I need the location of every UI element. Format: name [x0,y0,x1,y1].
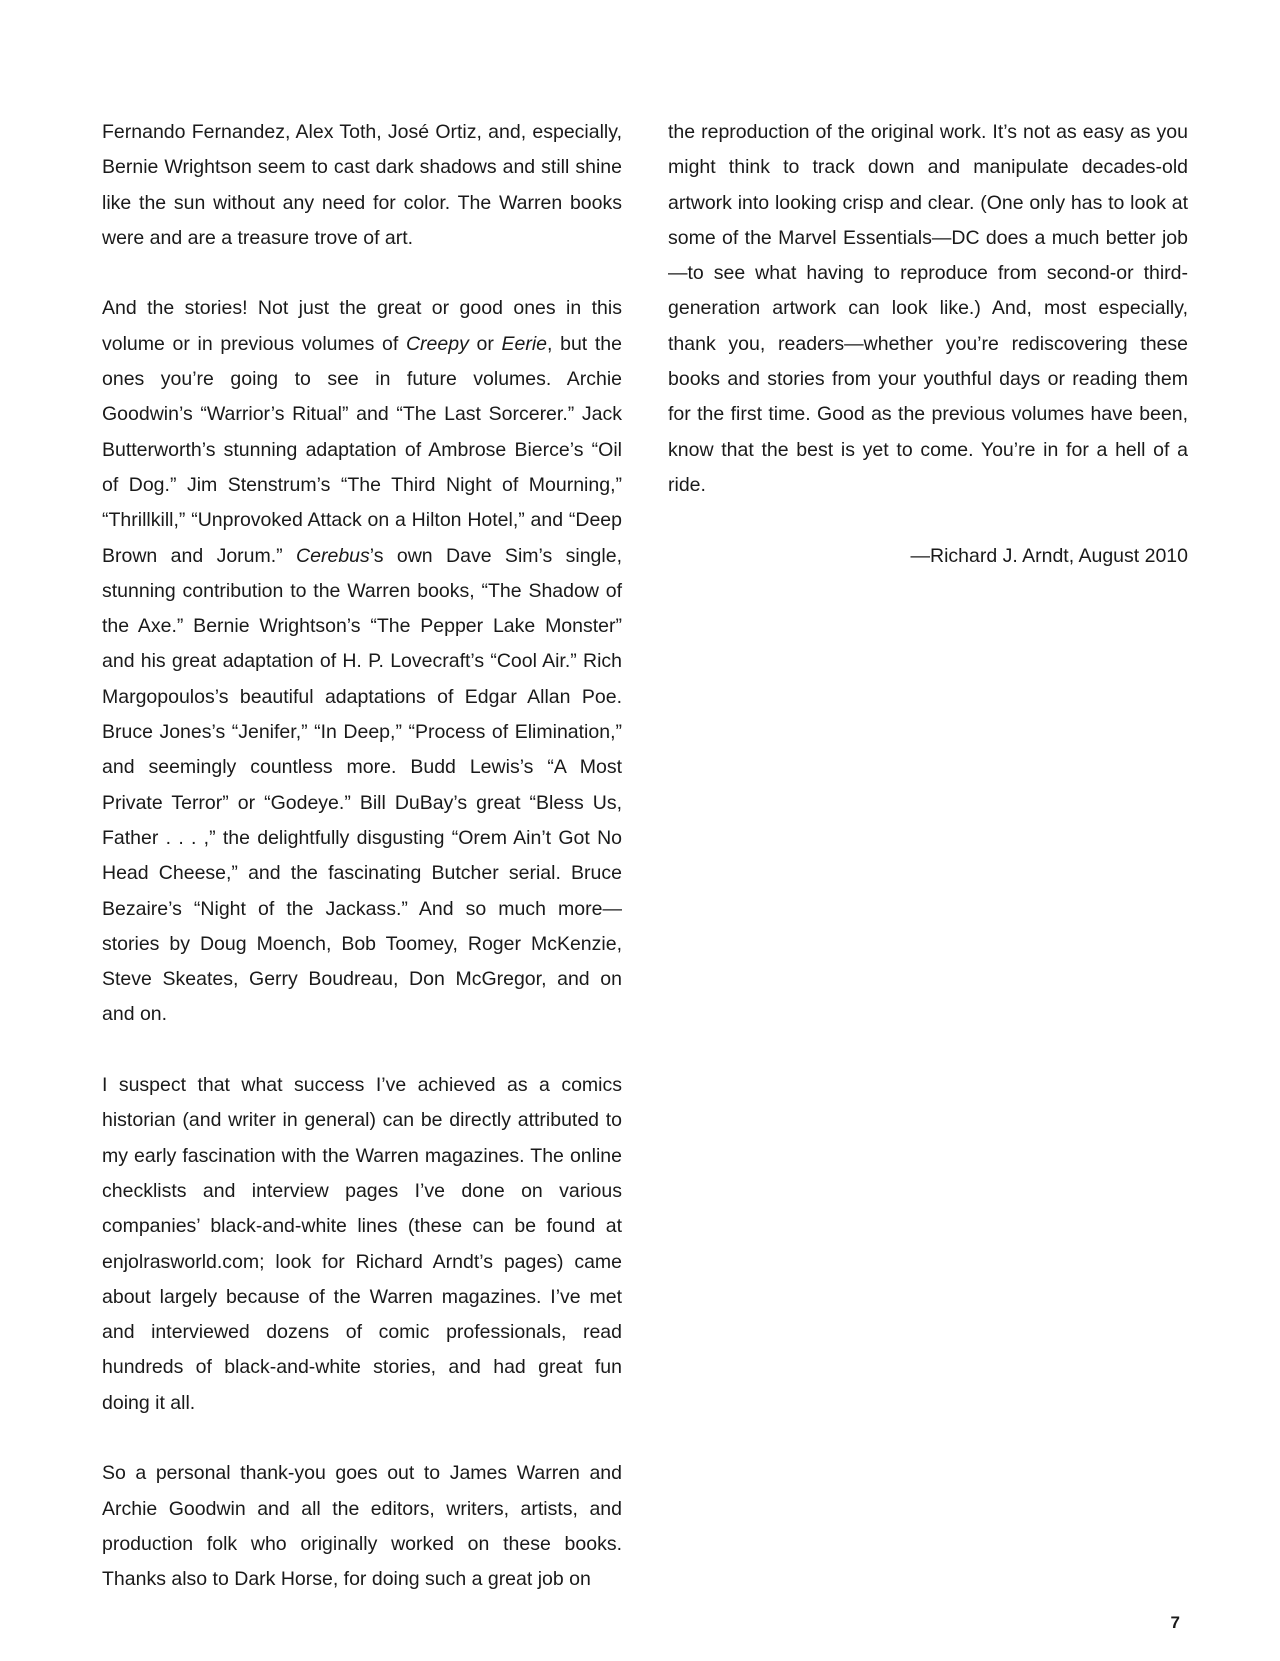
title-eerie: Eerie [501,332,548,355]
title-creepy: Creepy [405,332,469,355]
right-column [668,115,1188,609]
paragraph-stories [102,291,622,1032]
paragraph-reproduction: the reproduction of the original work. It’s not as easy as you might think to track down and manipulate decades-old artwork into looking crisp and clear. (One only has to look at some of the Marvel Essentials—DC does a much better job—to see what having to reproduce from second-or third-generation artwork can look like.) And, most especially, thank you, readers—whether you’re rediscovering these books and stories from your youthful days or reading them for the first time. Good as the previous volumes have been, know that the best is yet to come. You’re in for a hell of a ride. [668,121,1188,496]
page-number: 7 [1170,1613,1180,1632]
paragraph-artists: Fernando Fernandez, Alex Toth, José Ortiz, and, especially, Bernie Wrightson seem to cast dark shadows and still shine like the sun without any need for color. The Warren books were and are a treasure trove of art. [102,121,622,249]
stories-text-b: or [468,332,502,355]
title-cerebus: Cerebus [296,544,370,567]
left-column [102,115,622,1633]
author-signature: —Richard J. Arndt, August 2010 [910,544,1188,567]
stories-text-a: And the stories! Not just the great or good ones in this volume or in previous volumes of [102,297,622,355]
paragraph-historian: I suspect that what success I’ve achieved as a comics historian (and writer in general) can be directly attributed to my early fascination with the Warren magazines. The online checklists and interview pages I’ve done on various companies’ black-and-white lines (these can be found at enjolrasworld.com; look for Richard Arndt’s pages) came about largely because of the Warren magazines. I’ve met and interviewed dozens of comic professionals, read hundreds of black-and-white stories, and had great fun doing it all. [102,1074,622,1414]
stories-text-d: ’s own Dave Sim’s single, stunning contribution to the Warren books, “The Shadow of the Axe.” Bernie Wrightson’s “The Pepper Lake Monster” and his great adaptation of H. P. Lovecraft’s “Cool Air.” Rich Margopoulos’s beautiful adaptations of Edgar Allan Poe. Bruce Jones’s “Jenifer,” “In Deep,” “Process of Elimination,” and seemingly countless more. Budd Lewis’s “A Most Private Terror” or “Godeye.” Bill DuBay’s great “Bless Us, Father . . . ,” the delightfully disgusting “Orem Ain’t Got No Head Cheese,” and the fascinating Butcher serial. Bruce Bezaire’s “Night of the Jackass.” And so much more—stories by Doug Moench, Bob Toomey, Roger McKenzie, Steve Skeates, Gerry Boudreau, Don McGregor, and on and on. [102,544,622,1026]
paragraph-thanks: So a personal thank-you goes out to James Warren and Archie Goodwin and all the editors, writers, artists, and production folk who originally worked on these books. Thanks also to Dark Horse, for doing such a great job on [102,1462,622,1591]
stories-text-c: , but the ones you’re going to see in future volumes. Archie Goodwin’s “Warrior’s Ritual” and “The Last Sorcerer.” Jack Butterworth’s stunning adaptation of Ambrose Bierce’s “Oil of Dog.” Jim Stenstrum’s “The Third Night of Mourning,” “Thrillkill,” “Unprovoked Attack on a Hilton Hotel,” and “Deep Brown and Jorum.” [102,332,622,567]
